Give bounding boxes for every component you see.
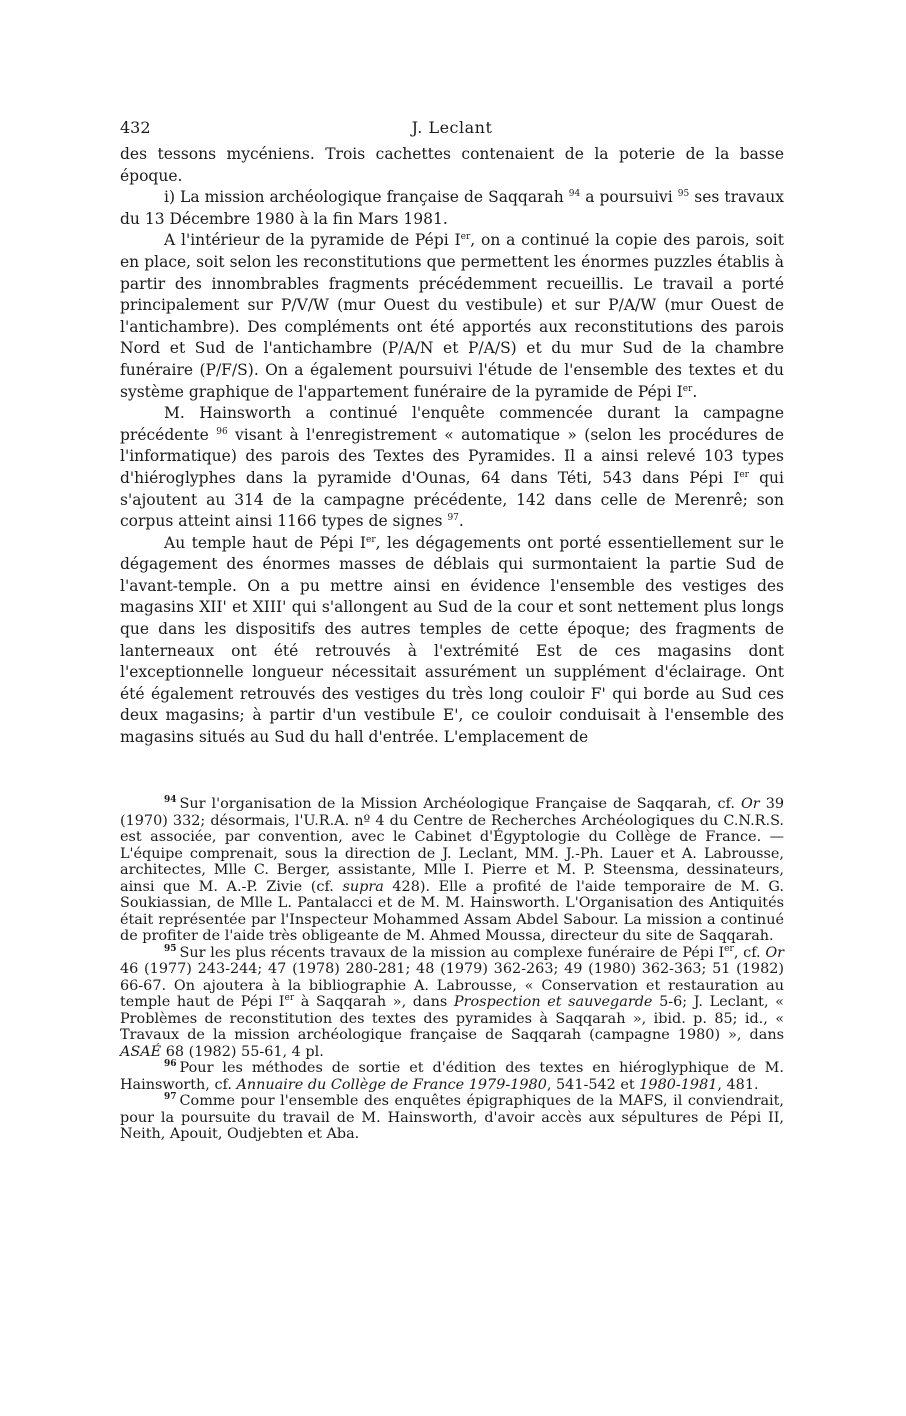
paragraph-temple — [120, 533, 784, 749]
text-run: ses travaux du 13 Décembre 1980 à la fin Mars 1981. — [120, 188, 784, 228]
footnote-ref: 97 — [447, 512, 459, 523]
superscript: er — [724, 943, 734, 954]
page-number: 432 — [120, 118, 151, 137]
footnote-number: 97 — [164, 1092, 177, 1103]
text-run: , on a continué la copie des parois, soit en place, soit selon les reconstitutions que permettent les énormes puzzles établis à partir des innombrables fragments précédemment recueillis. Le travail a porté principalement sur P/V/W (mur Ouest du vestibule) et sur P/A/W (mur Ouest de l'antichambre). Des compléments ont été apportés aux reconstitutions des parois Nord et Sud de l'antichambre (P/A/N et P/A/S) et du mur Sud de la chambre funéraire (P/F/S). On a également poursuivi l'étude de l'ensemble des textes et du système graphique de l'appartement funéraire de la pyramide de Pépi I — [120, 231, 784, 401]
paragraph-mission — [120, 187, 784, 230]
footnotes — [120, 796, 784, 1143]
text-run: Pour les méthodes de sortie et d'édition des textes en hiéroglyphique de M. Hainsworth, cf. — [120, 1060, 784, 1093]
text-run: à Saqqarah », dans — [294, 994, 454, 1010]
footnote-number: 96 — [164, 1059, 177, 1070]
text-run: , 541-542 et — [546, 1076, 640, 1093]
text-run: . — [458, 512, 464, 531]
footnote-97 — [120, 1093, 784, 1143]
footnote-95 — [120, 945, 784, 1061]
text-run: 5-6; J. Leclant, « Problèmes de reconstitution des textes des pyramides à Saqqarah », ibid. p. 85; id., « Travaux de la mission archéologique française de Saqqarah (campagne 1980) », dans — [120, 994, 784, 1043]
text-run: 428). Elle a profité de l'aide temporaire de M. G. Soukiassian, de Mlle L. Pantalacci et de M. M. Hainsworth. L'Organisation des Antiquités était représentée par l'Inspecteur Mohammed Assam Abdel Sabour. La mission a continué de profiter de l'aide très obligeante de M. Ahmed Moussa, directeur du site de Saqqarah. — [120, 878, 784, 944]
superscript: er — [739, 469, 749, 480]
footnote-96 — [120, 1060, 784, 1093]
text-run: i) La mission archéologique française de Saqqarah — [164, 188, 569, 207]
text-run: Sur l'organisation de la Mission Archéologique Française de Saqqarah, cf. — [179, 796, 741, 812]
italic-run: 1980-1981 — [639, 1076, 718, 1093]
text-run: M. Hainsworth a continué l'enquête commencée durant la campagne précédente — [120, 404, 784, 444]
superscript: er — [682, 383, 693, 394]
body-text — [120, 144, 784, 749]
text-run: visant à l'enregistrement « automatique » (selon les procédures de l'informatique) des parois des Textes des Pyramides. Il a ainsi relevé 103 types d'hiéroglyphes dans la pyramide d'Ounas, 64 dans Téti, 543 dans Pépi I — [120, 425, 784, 487]
footnote-ref: 96 — [216, 426, 228, 437]
text-run: Au temple haut de Pépi I — [164, 533, 366, 552]
italic-run: Annuaire du Collège de France 1979-1980 — [236, 1076, 547, 1093]
footnote-number: 95 — [164, 943, 177, 954]
italic-run: Prospection et sauvegarde — [453, 994, 653, 1010]
italic-run: Or — [740, 796, 760, 812]
running-head-author: J. Leclant — [411, 118, 493, 137]
footnote-ref: 94 — [568, 189, 581, 200]
italic-run: ASAÉ — [120, 1043, 162, 1060]
text-run: 46 (1977) 243-244; 47 (1978) 280-281; 48 (1979) 362-263; 49 (1980) 362-363; 51 (1982) 66-67. On ajoutera à la bibliographie A. Labrousse, « Conservation et restauration au temple haut de Pépi I — [120, 961, 784, 1010]
text-run: A l'intérieur de la pyramide de Pépi I — [164, 231, 461, 250]
text-run: qui s'ajoutent au 314 de la campagne précédente, 142 dans celle de Merenrê; son corpus atteint ainsi 1166 types de signes — [120, 468, 784, 531]
paragraph-pyramid — [120, 230, 784, 403]
paragraph-hainsworth — [120, 403, 784, 533]
footnote-ref: 95 — [677, 189, 690, 200]
text-run: Comme pour l'ensemble des enquêtes épigraphiques de la MAFS, il conviendrait, pour la poursuite du travail de M. Hainsworth, d'avoir accès aux sépultures de Pépi II, Neith, Apouit, Oudjebten et Aba. — [120, 1093, 784, 1142]
text-run: 39 (1970) 332; désormais, l'U.R.A. nº 4 du Centre de Recherches Archéologiques du C.N.R.S. est associée, par convention, avec le Cabinet d'Égyptologie du Collège de France. — L'équipe comprenait, sous la direction de J. Leclant, MM. J.-Ph. Lauer et A. Labrousse, architectes, Mlle C. Berger, assistante, Mlle I. Pierre et M. P. Steensma, dessinateurs, ainsi que M. A.-P. Zivie (cf. — [120, 796, 785, 895]
superscript: er — [366, 534, 376, 545]
footnote-94 — [120, 796, 784, 945]
text-run: a poursuivi — [580, 188, 678, 207]
text-run: , les dégagements ont porté essentiellement sur le dégagement des énormes masses de déblais qui surmontaient la partie Sud de l'avant-temple. On a pu mettre ainsi en évidence l'ensemble des vestiges des magasins XII' et XIII' qui s'allongent au Sud de la cour et sont nettement plus longs que dans les dispositifs des autres temples de cette époque; des fragments de lanterneaux ont été retrouvés à l'extrémité Est de ces magasins dont l'exceptionnelle longueur nécessitait assurément un supplément d'éclairage. Ont été également retrouvés des vestiges du très long couloir F' qui borde au Sud ces deux magasins; à partir d'un vestibule E', ce couloir conduisait à l'ensemble des magasins situés au Sud du hall d'entrée. L'emplacement de — [120, 533, 784, 747]
text-run: , cf. — [733, 944, 766, 961]
text-run: Sur les plus récents travaux de la mission au complexe funéraire de Pépi I — [179, 944, 725, 961]
footnote-number: 94 — [164, 795, 177, 806]
page — [120, 116, 784, 749]
italic-run: Or — [765, 944, 785, 961]
text-run: 68 (1982) 55-61, 4 pl. — [161, 1043, 324, 1060]
paragraph-continuation: des tessons mycéniens. Trois cachettes contenaient de la poterie de la basse époque. — [120, 145, 784, 185]
superscript: er — [284, 993, 295, 1004]
text-run: . — [692, 382, 698, 401]
running-head — [120, 116, 784, 144]
superscript: er — [460, 232, 471, 243]
text-run: , 481. — [717, 1076, 759, 1093]
italic-run: supra — [342, 878, 384, 895]
